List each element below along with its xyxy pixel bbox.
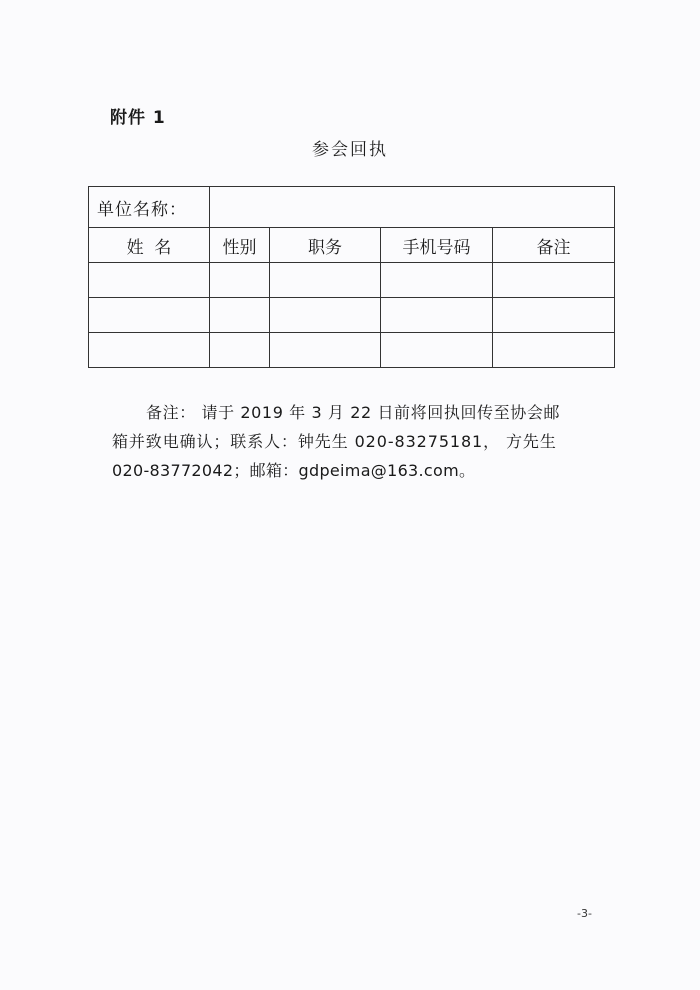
remark-paragraph xyxy=(112,398,612,485)
cell-name[interactable] xyxy=(89,263,210,298)
cell-position[interactable] xyxy=(270,263,381,298)
table-row xyxy=(89,263,615,298)
remark-line-2: 箱并致电确认；联系人：钟先生 020-83275181， 方先生 xyxy=(112,432,557,451)
attendance-receipt-table xyxy=(88,186,615,368)
cell-mobile[interactable] xyxy=(381,333,493,368)
cell-position[interactable] xyxy=(270,333,381,368)
unit-name-row xyxy=(89,187,615,228)
table-row xyxy=(89,333,615,368)
remark-line-1: 备注： 请于 2019 年 3 月 22 日前将回执回传至协会邮 xyxy=(146,403,561,422)
column-header-mobile: 手机号码 xyxy=(381,228,493,263)
cell-remark[interactable] xyxy=(493,263,615,298)
column-header-name: 姓 名 xyxy=(89,228,210,263)
cell-remark[interactable] xyxy=(493,333,615,368)
column-header-remark: 备注 xyxy=(493,228,615,263)
cell-position[interactable] xyxy=(270,298,381,333)
cell-gender[interactable] xyxy=(210,298,270,333)
unit-name-field[interactable] xyxy=(210,187,615,228)
cell-name[interactable] xyxy=(89,333,210,368)
cell-mobile[interactable] xyxy=(381,263,493,298)
table-row xyxy=(89,298,615,333)
table-header-row xyxy=(89,228,615,263)
page-number: -3- xyxy=(577,907,592,920)
cell-mobile[interactable] xyxy=(381,298,493,333)
cell-name[interactable] xyxy=(89,298,210,333)
document-title: 参会回执 xyxy=(312,140,388,160)
cell-remark[interactable] xyxy=(493,298,615,333)
cell-gender[interactable] xyxy=(210,263,270,298)
column-header-gender: 性别 xyxy=(210,228,270,263)
cell-gender[interactable] xyxy=(210,333,270,368)
unit-name-label: 单位名称： xyxy=(89,187,210,228)
column-header-position: 职务 xyxy=(270,228,381,263)
remark-line-3: 020-83772042；邮箱：gdpeima@163.com。 xyxy=(112,461,476,480)
attachment-label: 附件 1 xyxy=(110,108,166,128)
